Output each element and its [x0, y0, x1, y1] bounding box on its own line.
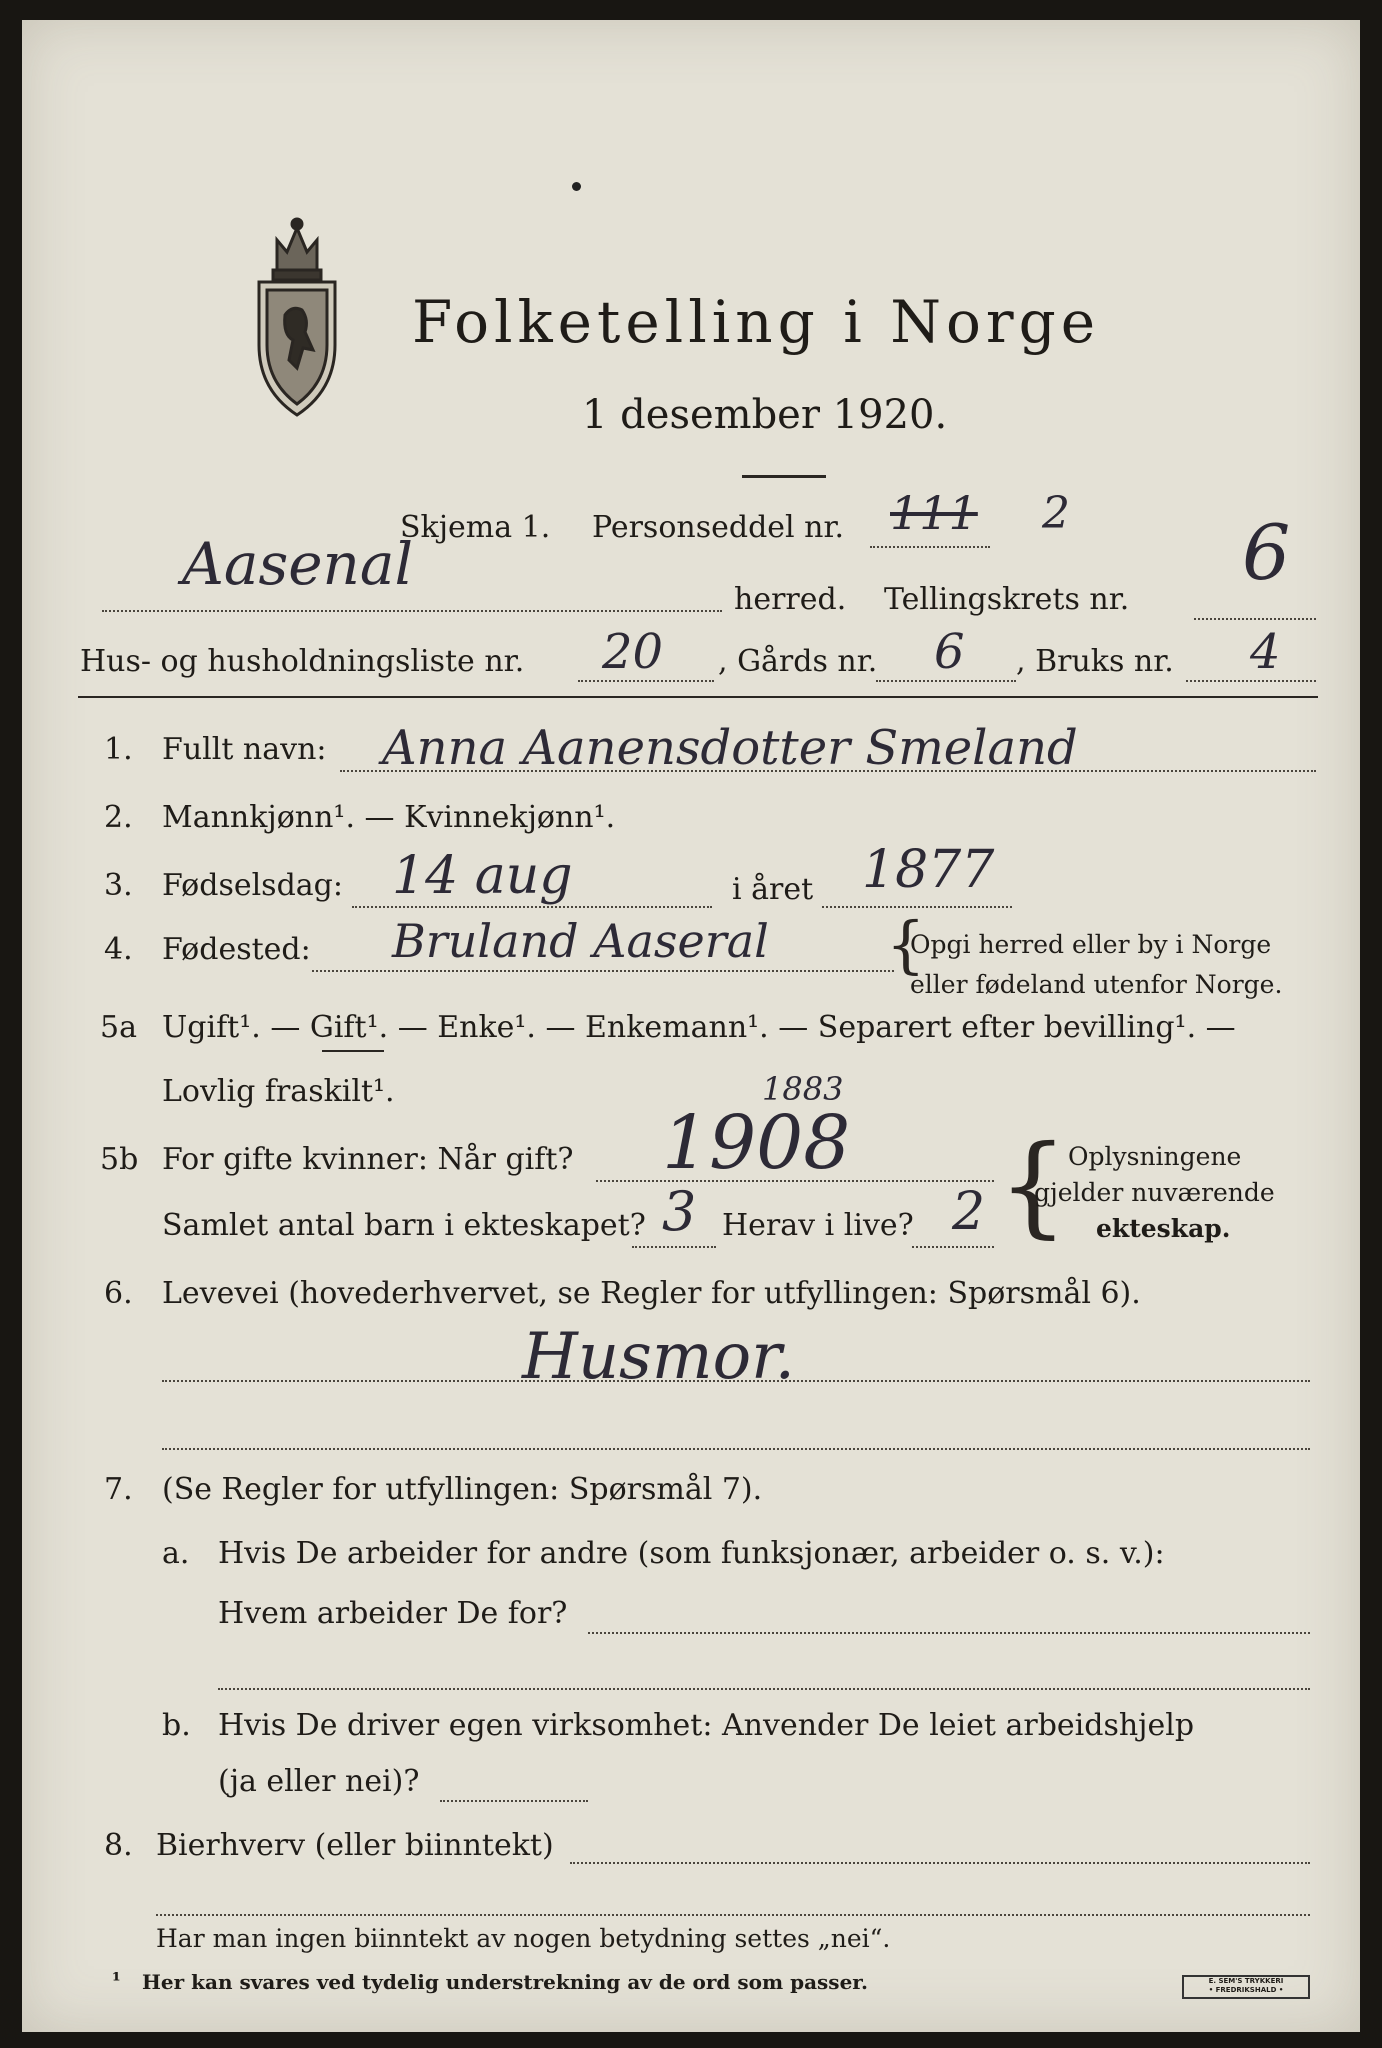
herred-value[interactable]: Aasenal: [182, 530, 414, 598]
printer-stamp: E. SEM'S TRYKKERI • FREDRIKSHALD •: [1182, 1975, 1310, 1999]
bruks-line: [1186, 680, 1316, 682]
full-name-value[interactable]: Anna Aanensdotter Smeland: [382, 720, 1078, 776]
personseddel-label: Personseddel nr.: [592, 510, 845, 545]
q5a-number: 5a: [100, 1010, 137, 1045]
q7b-letter: b.: [162, 1708, 191, 1743]
q8-label: Bierhverv (eller biinntekt): [156, 1828, 554, 1863]
q7b-line-2: (ja eller nei)?: [218, 1764, 420, 1799]
tellingskrets-line: [1194, 618, 1316, 620]
gards-label: , Gårds nr.: [718, 644, 878, 679]
q1-number: 1.: [104, 732, 133, 767]
q6-number: 6.: [104, 1276, 133, 1311]
personseddel-line: [870, 546, 990, 548]
q4-number: 4.: [104, 932, 133, 967]
marital-status-options: Ugift¹. — Gift¹. — Enke¹. — Enkemann¹. — Separert efter bevilling¹. —: [162, 1010, 1236, 1045]
q5b-note-1: Oplysningene: [1068, 1142, 1242, 1171]
header-divider: [78, 696, 1318, 698]
alive-value[interactable]: 2: [952, 1182, 986, 1242]
footnote-text: Her kan svares ved tydelig understrekning av de ord som passer.: [142, 1970, 868, 1994]
q5b-note-2: gjelder nuværende: [1034, 1178, 1275, 1207]
q3-label: Fødselsdag:: [162, 868, 343, 903]
q2-number: 2.: [104, 800, 133, 835]
skjema-label: Skjema 1.: [400, 510, 551, 545]
gards-line: [876, 680, 1016, 682]
q3-number: 3.: [104, 868, 133, 903]
children-value[interactable]: 3: [662, 1180, 697, 1243]
gards-value[interactable]: 6: [934, 624, 965, 680]
q7a-line-2: Hvem arbeider De for?: [218, 1596, 568, 1631]
q7a-line-1: Hvis De arbeider for andre (som funksjonær, arbeider o. s. v.):: [218, 1536, 1165, 1571]
alive-line: [912, 1246, 994, 1248]
census-form-sheet: Folketelling i Norge 1 desember 1920. Skjema 1. Personseddel nr. 111 2 Aasenal herred. Tellingskrets nr. 6 Hus- og husholdningsliste nr. 20 , Gårds nr. 6 , Bruks nr. 4 1. Fullt navn: Anna Aanensdotter Smeland 2. Mannkjønn¹. — Kvinnekjønn¹. 3. Fødselsdag: 14 aug i året 1877 4. Fødested: Bruland Aaseral { Opgi herred eller by i Norge eller fødeland utenfor Norge. 5a Ugift¹. — Gift¹. — Enke¹. — Enkemann¹. — Separert efter bevilling¹. — Lovlig fraskilt¹. 5b For gifte kvinner: Når gift? 1883 1908 Samlet antal barn i ekteskapet? 3 Herav i live? 2 { Oplysningene gjelder nuværende ekteskap. 6. Levevei (hovederhvervet, se Regler for utfyllingen: Spørsmål 6). Husmor. 7. (Se Regler for utfyllingen: Spørsmål 7). a. Hvis De arbeider for andre (som funksjonær, arbeider o. s. v.): Hvem arbeider De for? b. Hvis De driver egen virksomhet: Anvender De leiet arbeidshjelp (ja eller nei)? 8. Bierhverv (eller biinntekt) Har man ingen biinntekt av nogen betydning settes „nei“. ¹ Her kan svares ved tydelig understrekning av de ord som passer. E. SEM'S TRYKKERI • FREDRIKSHALD •: [22, 20, 1360, 2032]
q7-number: 7.: [104, 1472, 133, 1507]
birth-year-label: i året: [732, 872, 814, 907]
occupation-value[interactable]: Husmor.: [522, 1320, 795, 1394]
husliste-value[interactable]: 20: [602, 624, 664, 680]
q4-note-1: Opgi herred eller by i Norge: [910, 930, 1272, 959]
q5b-number: 5b: [100, 1142, 139, 1177]
married-year-correction[interactable]: 1883: [762, 1070, 844, 1108]
q1-label: Fullt navn:: [162, 732, 327, 767]
bruks-label: , Bruks nr.: [1016, 644, 1174, 679]
q6-label: Levevei (hovederhvervet, se Regler for utfyllingen: Spørsmål 6).: [162, 1276, 1141, 1311]
birth-year-value[interactable]: 1877: [862, 840, 995, 900]
q4-brace: {: [886, 908, 926, 981]
employer-line-2: [218, 1688, 1310, 1690]
herred-label: herred.: [734, 582, 847, 617]
husliste-label: Hus- og husholdningsliste nr.: [80, 644, 525, 679]
tellingskrets-value[interactable]: 6: [1242, 508, 1291, 597]
birthday-line: [352, 906, 712, 908]
form-date: 1 desember 1920.: [582, 392, 948, 438]
title-divider: [742, 475, 826, 478]
norwegian-coat-of-arms-icon: [247, 210, 347, 420]
hired-help-line: [440, 1800, 588, 1802]
footer-note: Har man ingen biinntekt av nogen betydning settes „nei“.: [156, 1924, 891, 1953]
q5b-note-3: ekteskap.: [1096, 1214, 1231, 1243]
q4-label: Fødested:: [162, 932, 311, 967]
side-income-line-2: [156, 1914, 1310, 1916]
tellingskrets-label: Tellingskrets nr.: [884, 582, 1130, 617]
gift-underline: [322, 1050, 384, 1052]
married-year-value[interactable]: 1908: [662, 1100, 851, 1186]
q5b-married-label: For gifte kvinner: Når gift?: [162, 1142, 574, 1177]
footnote-mark: ¹: [112, 1968, 121, 1992]
bruks-value[interactable]: 4: [1250, 624, 1281, 680]
q7-label: (Se Regler for utfyllingen: Spørsmål 7).: [162, 1472, 763, 1507]
gender-options: Mannkjønn¹. — Kvinnekjønn¹.: [162, 800, 616, 835]
birthday-value[interactable]: 14 aug: [392, 846, 573, 906]
husliste-line: [578, 680, 714, 682]
birthplace-value[interactable]: Bruland Aaseral: [392, 914, 769, 968]
q4-note-2: eller fødeland utenfor Norge.: [910, 970, 1283, 999]
divorced-option: Lovlig fraskilt¹.: [162, 1074, 395, 1109]
q5b-brace: {: [998, 1121, 1068, 1249]
side-income-line-1: [570, 1862, 1310, 1864]
q5b-children-label: Samlet antal barn i ekteskapet?: [162, 1208, 646, 1243]
children-line: [632, 1246, 716, 1248]
ink-dot: [572, 182, 581, 191]
q7b-line-1: Hvis De driver egen virksomhet: Anvender De leiet arbeidshjelp: [218, 1708, 1195, 1743]
personseddel-value[interactable]: 2: [1042, 488, 1070, 539]
herred-line: [102, 610, 722, 612]
occupation-line-2: [162, 1448, 1310, 1450]
q8-number: 8.: [104, 1828, 133, 1863]
birthplace-line: [312, 970, 894, 972]
q7a-letter: a.: [162, 1536, 190, 1571]
q5b-alive-label: Herav i live?: [722, 1208, 914, 1243]
occupation-line-1: [162, 1380, 1310, 1382]
form-title: Folketelling i Norge: [412, 288, 1101, 356]
employer-line-1: [588, 1632, 1310, 1634]
